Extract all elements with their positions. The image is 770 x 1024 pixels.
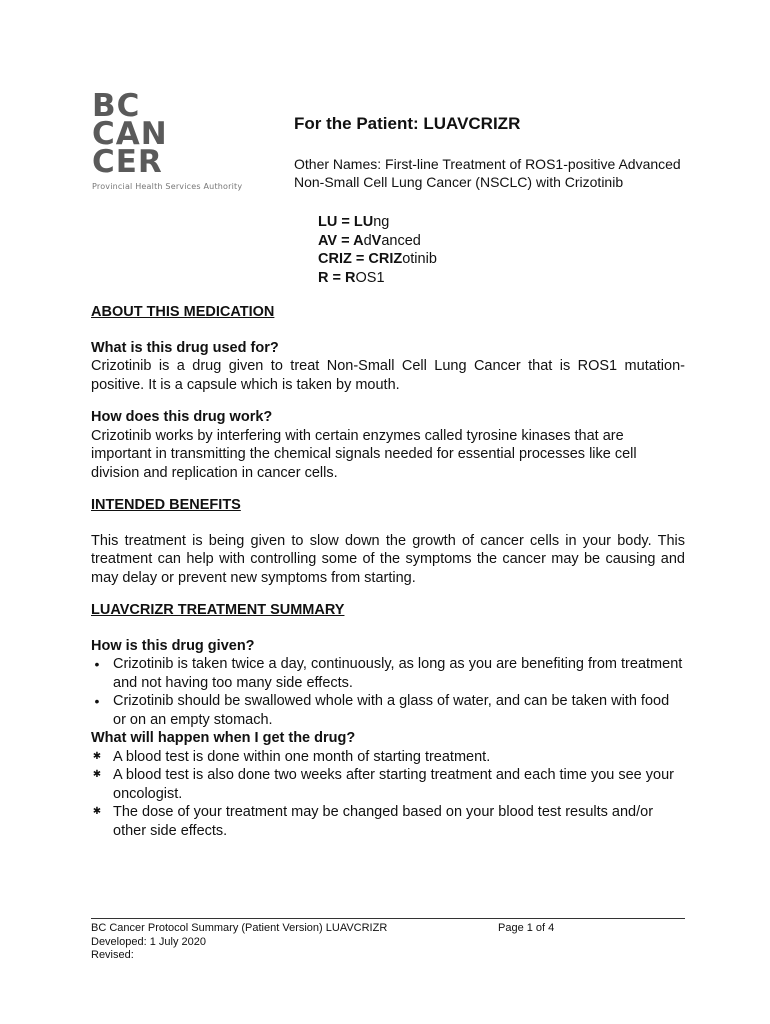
acronym-row	[318, 213, 437, 232]
acronym-bold-part: CRIZ	[368, 251, 403, 267]
acronym-bold-part: A	[353, 232, 364, 249]
bullet-dot-icon: •	[94, 656, 100, 672]
how-given-list	[91, 655, 685, 729]
acronym-bold-part-2: V	[371, 232, 382, 249]
list-item	[91, 655, 685, 692]
page-title: For the Patient: LUAVCRIZR	[294, 114, 521, 133]
list-item	[91, 766, 685, 803]
list-item-text: A blood test is done within one month of starting treatment.	[113, 748, 491, 765]
acronym-equals: =	[351, 251, 369, 267]
acronym-rest: OS1	[355, 269, 385, 286]
logo-subtitle: Provincial Health Services Authority	[92, 182, 243, 191]
acronym-mid: d	[363, 232, 372, 249]
footer-developed: Developed: 1 July 2020	[91, 935, 206, 948]
other-names: Other Names: First-line Treatment of ROS1-positive Advanced Non-Small Cell Lung Cancer (NSCLC) with Crizotinib	[294, 156, 681, 190]
bullet-star-icon: ✱	[92, 750, 102, 762]
bullet-dot-icon: •	[94, 693, 100, 709]
acronym-code: LU	[318, 214, 338, 230]
acronym-bold-part: LU	[353, 214, 374, 230]
answer-how-work: Crizotinib works by interfering with certain enzymes called tyrosine kinases that are important in transmitting the chemical signals needed for essential processes like cell division and replication in cancer cells.	[91, 427, 637, 481]
acronym-list	[318, 213, 437, 287]
question-used-for: What is this drug used for?	[91, 339, 279, 356]
list-item	[91, 803, 685, 840]
footer-page-number: Page 1 of 4	[498, 922, 555, 934]
list-item-text: Crizotinib should be swallowed whole with a glass of water, and can be taken with food or on an empty stomach.	[113, 693, 670, 728]
acronym-rest: ng	[373, 214, 390, 230]
acronym-equals: =	[337, 214, 354, 230]
answer-used-for: Crizotinib is a drug given to treat Non-Small Cell Lung Cancer that is ROS1 mutation-positive. It is a capsule which is taken by mouth.	[91, 358, 685, 393]
acronym-rest: anced	[381, 232, 421, 249]
section-heading-summary: LUAVCRIZR TREATMENT SUMMARY	[91, 602, 345, 618]
acronym-row	[318, 250, 437, 269]
question-how-given: How is this drug given?	[91, 637, 255, 654]
question-how-work: How does this drug work?	[91, 409, 273, 425]
question-what-happen: What will happen when I get the drug?	[91, 730, 356, 746]
acronym-row	[318, 232, 437, 251]
acronym-bold-part: R	[345, 269, 356, 286]
acronym-code: CRIZ	[318, 251, 352, 267]
footer-revised: Revised:	[91, 949, 134, 961]
list-item-text: Crizotinib is taken twice a day, continuously, as long as you are benefiting from treatment and not having too many side effects.	[113, 656, 683, 691]
footer-protocol: BC Cancer Protocol Summary (Patient Version) LUAVCRIZR	[91, 922, 388, 934]
list-item	[91, 748, 685, 767]
acronym-code: R	[318, 269, 329, 286]
bc-cancer-logo	[92, 88, 252, 191]
list-item	[91, 692, 685, 729]
acronym-equals: =	[337, 232, 354, 249]
list-item-text: A blood test is also done two weeks after starting treatment and each time you see your oncologist.	[113, 767, 674, 802]
bullet-star-icon: ✱	[92, 806, 102, 817]
section-heading-benefits: INTENDED BENEFITS	[91, 497, 241, 513]
list-item-text: The dose of your treatment may be changed based on your blood test results and/or other side effects.	[113, 804, 654, 839]
acronym-row	[318, 269, 437, 288]
what-happen-list	[91, 748, 685, 841]
logo-line-1: BC	[92, 88, 141, 124]
logo-line-2: CAN	[92, 116, 168, 152]
bullet-star-icon: ✱	[92, 769, 102, 780]
acronym-code: AV	[318, 232, 338, 249]
acronym-rest: otinib	[402, 251, 437, 267]
acronym-equals: =	[328, 269, 346, 286]
logo-line-3: CER	[92, 144, 163, 180]
document-body	[91, 303, 685, 840]
section-heading-about: ABOUT THIS MEDICATION	[91, 304, 275, 320]
page-footer	[91, 918, 685, 963]
benefits-text: This treatment is being given to slow down the growth of cancer cells in your body. This treatment can help with controlling some of the symptoms the cancer may be causing and may delay or prevent new symptoms from starting.	[91, 532, 685, 586]
